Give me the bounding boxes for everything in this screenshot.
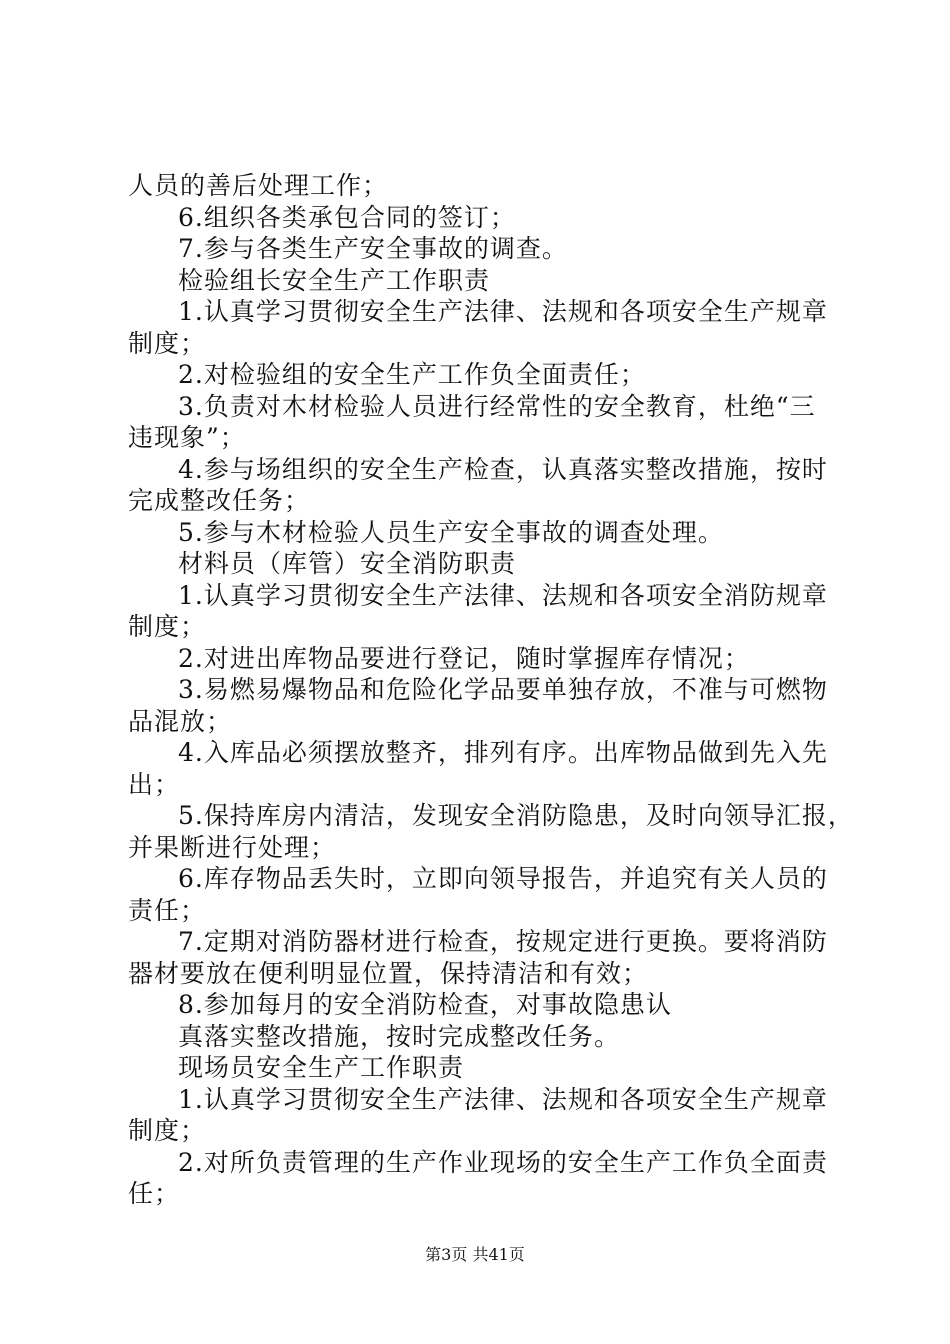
text-line: 并果断进行处理； [128, 832, 337, 862]
text-line: 1.认真学习贯彻安全生产法律、法规和各项安全生产规章 [178, 297, 828, 326]
text-line: 制度； [128, 612, 207, 641]
text-line: 责任； [128, 895, 207, 925]
text-line: 2.对进出库物品要进行登记，随时掌握库存情况； [178, 643, 750, 673]
text-line: 现场员安全生产工作职责 [178, 1053, 465, 1082]
text-line: 1.认真学习贯彻安全生产法律、法规和各项安全生产规章 [178, 1084, 828, 1114]
text-line: 3.负责对木材检验人员进行经常性的安全教育，杜绝“三 [178, 391, 816, 421]
text-line: 4.入库品必须摆放整齐，排列有序。出库物品做到先入先 [178, 738, 828, 767]
text-line: 8.参加每月的安全消防检查，对事故隐患认 [178, 990, 672, 1019]
text-line: 出； [128, 769, 181, 799]
document-body [128, 170, 854, 1210]
text-line: 人员的善后处理工作； [128, 171, 389, 200]
text-line: 7.参与各类生产安全事故的调查。 [178, 234, 568, 263]
text-line: 违现象”； [128, 423, 246, 452]
text-line: 制度； [128, 328, 207, 358]
text-line: 5.保持库房内清洁，发现安全消防隐患，及时向领导汇报， [178, 801, 854, 830]
text-line: 4.参与场组织的安全生产检查，认真落实整改措施，按时 [178, 454, 828, 484]
text-line: 材料员（库管）安全消防职责 [178, 549, 517, 578]
text-line: 制度； [128, 1116, 207, 1145]
text-line: 真落实整改措施，按时完成整改任务。 [178, 1021, 621, 1051]
text-line: 2.对所负责管理的生产作业现场的安全生产工作负全面责 [178, 1147, 828, 1177]
text-line: 器材要放在便利明显位置，保持清洁和有效； [128, 958, 649, 988]
text-line: 检验组长安全生产工作职责 [178, 265, 491, 295]
text-line: 6.库存物品丢失时，立即向领导报告，并追究有关人员的 [178, 864, 828, 893]
text-line: 3.易燃易爆物品和危险化学品要单独存放，不准与可燃物 [178, 675, 828, 704]
page-footer: 第3页 共41页 [425, 1245, 525, 1264]
text-line: 6.组织各类承包合同的签订； [178, 202, 516, 232]
text-line: 任； [128, 1179, 181, 1208]
text-line: 品混放； [128, 706, 233, 736]
text-line: 1.认真学习贯彻安全生产法律、法规和各项安全消防规章 [178, 580, 828, 610]
text-line: 5.参与木材检验人员生产安全事故的调查处理。 [178, 517, 724, 547]
text-line: 7.定期对消防器材进行检查，按规定进行更换。要将消防 [178, 927, 828, 956]
text-line: 完成整改任务； [128, 486, 311, 515]
text-line: 2.对检验组的安全生产工作负全面责任； [178, 360, 646, 389]
